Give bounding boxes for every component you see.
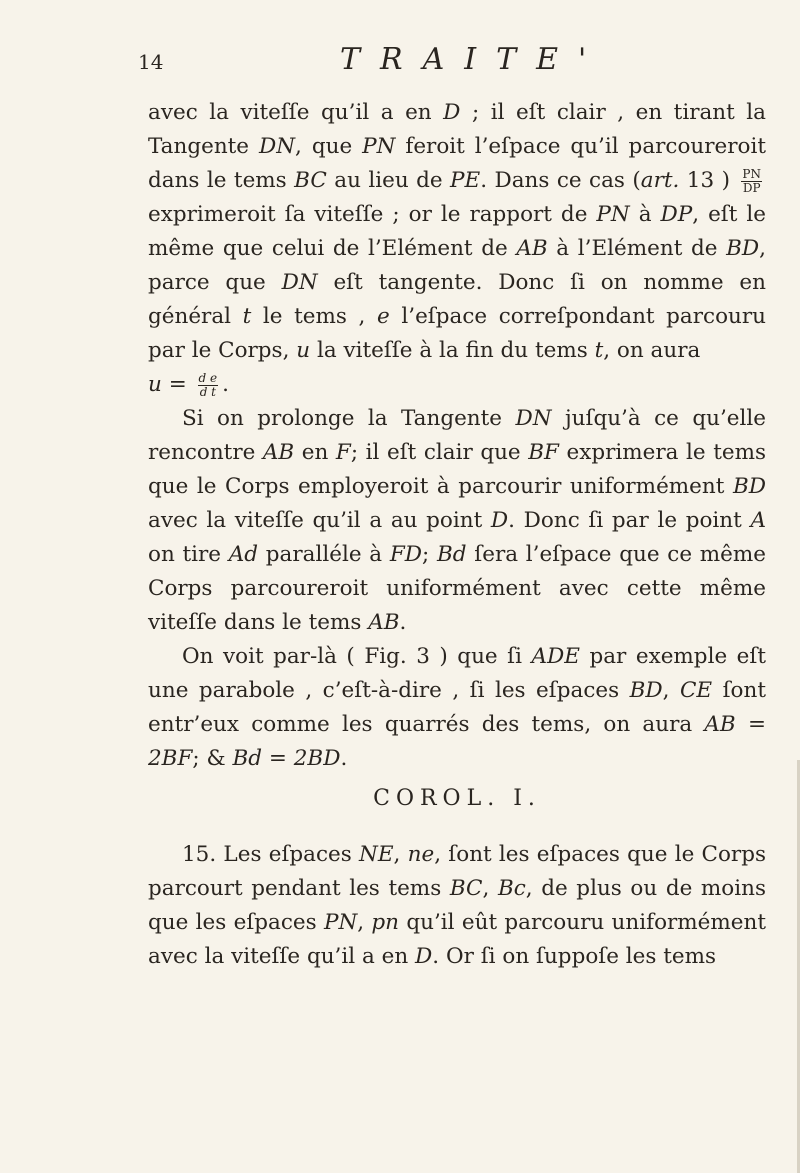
paragraph-1: avec la viteſſe qu’il a en D ; il eſt clair , en tirant la Tangente DN, que PN feroit l’eſpace qu’il parcoureroit dans le tems BC au lieu de PE. Dans ce cas (art. 13 ) $\frac{PN}{DP}$ exprimeroit ſa viteſſe ; or le rapport de PN à DP, eſt le même que celui de l’Elément de AB à l’Elément de BD, parce que DN eſt tangente. Donc ſi on nomme en général t le tems , e l’eſpace correſpondant parcouru par le Corps, u la viteſſe à la fin du tems t, on aura u = $\frac{\text{d e}}{\text{d t}}$ . — [148, 100, 766, 399]
fraction-pn-dp: $\frac{PN}{DP}$ — [742, 166, 761, 195]
corollary-heading: COROL. I. — [373, 786, 541, 811]
body-text — [148, 96, 766, 974]
page-header — [130, 42, 770, 82]
page-number: 14 — [138, 50, 164, 74]
fraction-de-dt: $\frac{\text{d e}}{\text{d t}}$ — [198, 370, 218, 399]
running-title: TRAITE' — [340, 42, 607, 77]
paragraph-4: 15. Les eſpaces NE, ne, ſont les eſpaces que le Corps parcourt pendant les tems BC, Bc, de plus ou de moins que les eſpaces PN, pn qu’il eût parcouru uniformément avec la viteſſe qu’il a en D. Or ſi on ſuppoſe les tems — [148, 842, 767, 969]
paragraph-2: Si on prolonge la Tangente DN juſqu’à ce qu’elle rencontre AB en F; il eſt clair que BF exprimera le tems que le Corps employeroit à parcourir uniformément BD avec la viteſſe qu’il a au point D. Donc ſi par le point A on tire Ad paralléle à FD; Bd ſera l’eſpace que ce même Corps parcoureroit uniformément avec cette même viteſſe dans le tems AB. — [148, 406, 767, 635]
paragraph-3: On voit par-là ( Fig. 3 ) que ſi ADE par exemple eſt une parabole , c’eſt-à-dire , ſi les eſpaces BD, CE ſont entr’eux comme les quarrés des tems, on aura AB = 2BF; & Bd = 2BD. — [148, 644, 766, 771]
